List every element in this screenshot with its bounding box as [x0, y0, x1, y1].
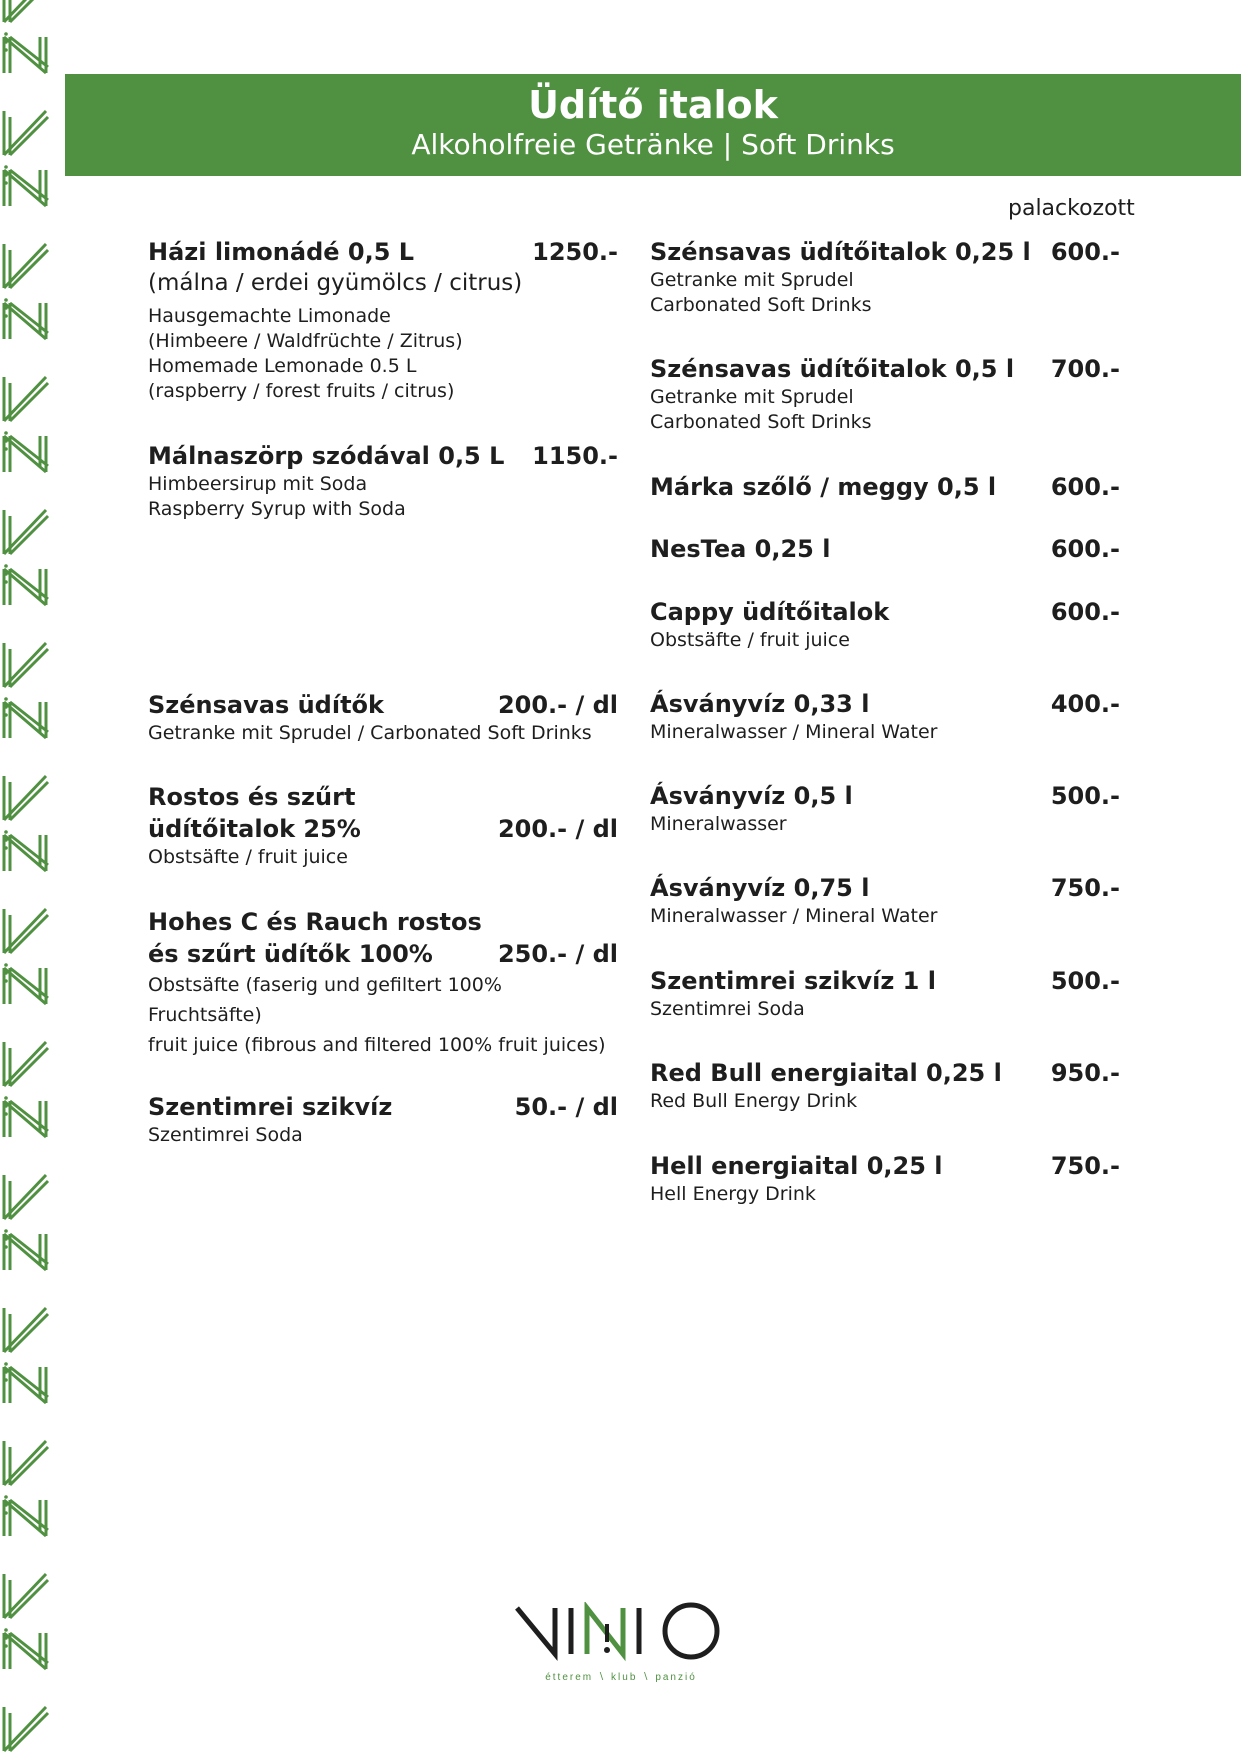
menu-item — [650, 533, 1120, 565]
item-price: 600.- — [1050, 598, 1120, 626]
item-desc: Mineralwasser / Mineral Water — [650, 721, 938, 743]
item-desc: Homemade Lemonade 0.5 L — [148, 355, 417, 377]
pattern-motif — [4, 1500, 48, 1648]
item-desc: Getranke mit Sprudel — [650, 386, 854, 408]
item-desc: Obstsäfte / fruit juice — [650, 629, 850, 651]
item-name: Ásványvíz 0,33 l — [650, 690, 870, 718]
pattern-motif — [4, 968, 48, 1116]
menu-item — [650, 596, 1120, 653]
item-price: 750.- — [1050, 1152, 1120, 1180]
item-desc: Getranke mit Sprudel / Carbonated Soft Drinks — [148, 722, 592, 744]
pattern-motif — [4, 1633, 48, 1754]
pattern-motif — [4, 1101, 48, 1249]
pattern-motif — [4, 170, 48, 318]
item-desc: Hausgemachte Limonade — [148, 305, 391, 327]
pattern-motif — [4, 436, 48, 584]
side-pattern-decoration — [0, 0, 52, 1754]
item-price: 600.- — [1050, 473, 1120, 501]
item-price: 600.- — [1050, 535, 1120, 563]
item-price: 50.- / dl — [514, 1093, 618, 1121]
item-name: Red Bull energiaital 0,25 l — [650, 1059, 1002, 1087]
item-price: 200.- / dl — [497, 691, 618, 719]
item-name-line: és szűrt üdítők 100% — [148, 940, 433, 968]
item-desc: fruit juice (fibrous and filtered 100% fruit juices) — [148, 1034, 606, 1056]
item-name: Hell energiaital 0,25 l — [650, 1152, 943, 1180]
item-sub: (málna / erdei gyümölcs / citrus) — [148, 270, 523, 296]
item-name-line: Hohes C és Rauch rostos — [148, 908, 482, 936]
pattern-motif — [4, 835, 48, 983]
pattern-motif — [4, 702, 48, 850]
menu-item — [148, 781, 618, 870]
item-desc: Szentimrei Soda — [148, 1124, 303, 1146]
bottled-column-label: palackozott — [1008, 196, 1135, 221]
item-desc: Getranke mit Sprudel — [650, 269, 854, 291]
item-price: 250.- / dl — [497, 940, 618, 968]
item-price: 400.- — [1050, 690, 1120, 718]
menu-item — [148, 906, 618, 1060]
item-name: Szentimrei szikvíz 1 l — [650, 967, 936, 995]
item-name: Márka szőlő / meggy 0,5 l — [650, 473, 997, 501]
menu-item — [148, 1091, 618, 1148]
menu-item — [650, 688, 1120, 745]
menu-item — [650, 236, 1120, 318]
item-desc: Mineralwasser — [650, 813, 787, 835]
item-desc: Carbonated Soft Drinks — [650, 294, 872, 316]
item-name: Szénsavas üdítők — [148, 691, 384, 719]
vinio-logo — [515, 1602, 727, 1692]
item-name: Házi limonádé 0,5 L — [148, 238, 415, 266]
item-desc: Himbeersirup mit Soda — [148, 473, 368, 495]
menu-item — [650, 872, 1120, 929]
section-header — [65, 74, 1241, 176]
page-title: Üdítő italok — [528, 83, 778, 127]
menu-item — [650, 471, 1120, 503]
menu-item — [650, 1150, 1120, 1207]
page-subtitle: Alkoholfreie Getränke | Soft Drinks — [411, 128, 895, 161]
item-price: 500.- — [1050, 782, 1120, 810]
pattern-motif — [4, 303, 48, 451]
item-name: Ásványvíz 0,75 l — [650, 874, 870, 902]
item-name: Szénsavas üdítőitalok 0,5 l — [650, 355, 1015, 383]
item-name-line: üdítőitalok 25% — [148, 815, 361, 843]
item-desc: Obstsäfte / fruit juice — [148, 846, 348, 868]
menu-item — [148, 440, 618, 522]
item-desc: Fruchtsäfte) — [148, 1004, 262, 1026]
item-price: 700.- — [1050, 355, 1120, 383]
item-desc: Obstsäfte (faserig und gefiltert 100% — [148, 974, 502, 996]
item-name-line: Rostos és szűrt — [148, 783, 356, 811]
item-desc: Red Bull Energy Drink — [650, 1090, 858, 1112]
item-price: 1250.- — [532, 238, 618, 266]
logo-tagline: étterem ∖ klub ∖ panzió — [545, 1672, 697, 1683]
item-desc: Mineralwasser / Mineral Water — [650, 905, 938, 927]
item-name: Ásványvíz 0,5 l — [650, 782, 853, 810]
item-price: 500.- — [1050, 967, 1120, 995]
item-name: Cappy üdítőitalok — [650, 598, 890, 626]
pattern-motif — [4, 1234, 48, 1382]
item-name: Szentimrei szikvíz — [148, 1093, 393, 1121]
item-price: 950.- — [1050, 1059, 1120, 1087]
menu-item — [650, 965, 1120, 1022]
item-desc: (Himbeere / Waldfrüchte / Zitrus) — [148, 330, 463, 352]
item-price: 200.- / dl — [497, 815, 618, 843]
menu-item — [148, 236, 618, 404]
item-desc: (raspberry / forest fruits / citrus) — [148, 380, 455, 402]
pattern-motif — [4, 37, 48, 185]
pattern-motif — [4, 569, 48, 717]
item-name: Szénsavas üdítőitalok 0,25 l — [650, 238, 1031, 266]
item-price: 600.- — [1050, 238, 1120, 266]
menu-item — [650, 780, 1120, 837]
item-desc: Hell Energy Drink — [650, 1183, 816, 1205]
item-price: 1150.- — [532, 442, 618, 470]
item-desc: Szentimrei Soda — [650, 998, 805, 1020]
item-name: NesTea 0,25 l — [650, 535, 831, 563]
menu-item — [650, 1057, 1120, 1114]
item-name: Málnaszörp szódával 0,5 L — [148, 442, 505, 470]
item-desc: Carbonated Soft Drinks — [650, 411, 872, 433]
item-price: 750.- — [1050, 874, 1120, 902]
menu-item — [650, 353, 1120, 435]
item-desc: Raspberry Syrup with Soda — [148, 498, 406, 520]
pattern-motif — [4, 1367, 48, 1515]
menu-item — [148, 689, 618, 746]
